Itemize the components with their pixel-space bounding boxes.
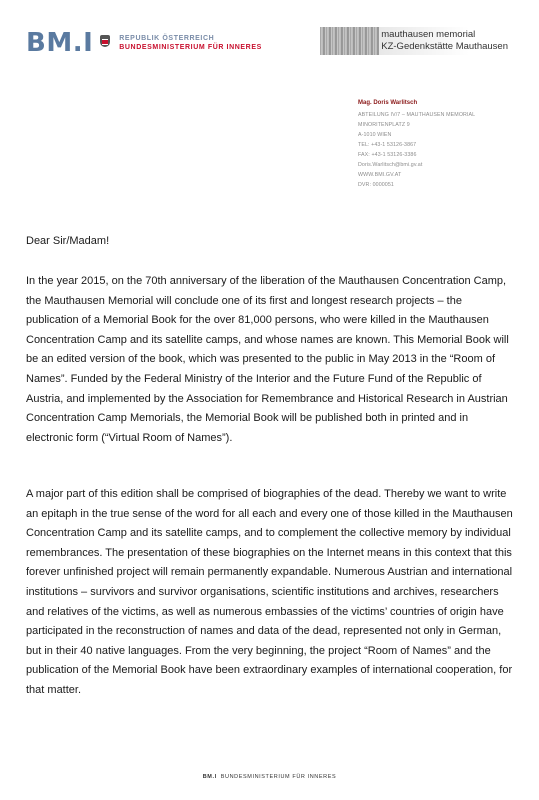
austrian-eagle-icon xyxy=(99,33,111,53)
page-footer xyxy=(0,774,539,780)
contact-city: A-1010 WIEN xyxy=(358,132,392,138)
sender-name: Mag. Doris Warlitsch xyxy=(358,100,418,106)
ministry-name xyxy=(119,34,262,53)
letter-paragraph-2: A major part of this edition shall be comprised of biographies of the dead. Thereby we want to write an epitaph in the true sense of the word for all each and every one of those killed in the Mauthausen Concentration Camp and its satellite camps, and to complement the collective memory by individual remembrances. The presentation of these biographies on the Internet means in this context that this forever unfinished project will remain permanently expandable. Numerous Austrian and international institutions – survivors and survivor organisations, scientific institutions and archives, researchers and relatives of the victims, as well as numerous embassies of the victims’ countries of origin have participated in the reconstruction of names and data of the dead, represented not only in German, but in their 40 native languages. From the very beginning, the project “Room of Names” and the publication of the Memorial Book have been extraordinary examples of international cooperation, for that matter. xyxy=(26,488,513,696)
contact-department: ABTEILUNG IV/7 – MAUTHAUSEN MEMORIAL xyxy=(358,112,476,118)
footer-text: BUNDESMINISTERIUM FÜR INNERES xyxy=(220,774,337,780)
contact-website: WWW.BMI.GV.AT xyxy=(358,172,402,178)
contact-street: MINORITENPLATZ 9 xyxy=(358,122,410,128)
letter-paragraph-1: In the year 2015, on the 70th anniversary of the liberation of the Mauthausen Concentration Camp, the Mauthausen Memorial will conclude one of its first and longest research projects – the publication of a Memorial Book for the over 81,000 persons, who were killed in the Mauthausen Concentration Camp and its satellite camps, and whose names are known. This Memorial Book will be an edited version of the book, which was presented to the public in May 2013 in the “Room of Names”. Funded by the Federal Ministry of the Interior and the Future Fund of the Republic of Austria, and implemented by the Association for Remembrance and Historical Research in Austrian Concentration Camp Memorials, the Memorial Book will be published both in printed and in electronic form (“Virtual Room of Names”). xyxy=(26,275,509,444)
republic-label: REPUBLIK ÖSTERREICH xyxy=(119,34,215,42)
bmi-logo-mark: BM.I xyxy=(26,28,94,58)
memorial-logo-line2: KZ-Gedenkstätte Mauthausen xyxy=(381,41,508,52)
sender-contact-block xyxy=(358,98,475,190)
contact-phone: TEL: +43-1 53126-3867 xyxy=(358,142,417,148)
memorial-photo-strip xyxy=(320,27,379,55)
mauthausen-memorial-logo xyxy=(320,27,508,55)
bmi-logo xyxy=(26,30,262,56)
contact-fax: FAX: +43-1 53126-3386 xyxy=(358,152,417,158)
footer-mark: BM.I xyxy=(202,774,217,780)
ministry-label: BUNDESMINISTERIUM FÜR INNERES xyxy=(119,44,262,51)
memorial-logo-text xyxy=(379,27,508,55)
contact-dvr: DVR: 0000051 xyxy=(358,182,394,188)
memorial-logo-line1: mauthausen memorial xyxy=(381,29,476,40)
contact-email: Doris.Warlitsch@bmi.gv.at xyxy=(358,162,423,168)
letter-salutation: Dear Sir/Madam! xyxy=(26,235,110,247)
